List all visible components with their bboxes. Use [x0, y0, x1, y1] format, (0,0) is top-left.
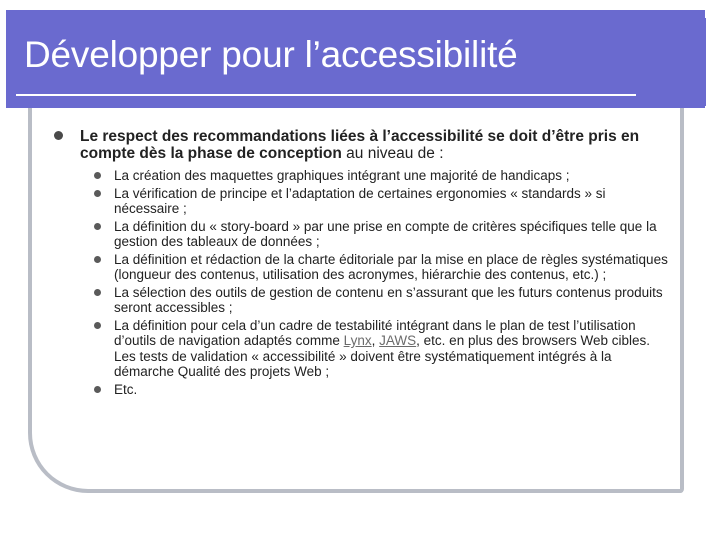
- lynx-link[interactable]: Lynx: [343, 333, 372, 348]
- test-text-before: La définition pour cela d’un cadre de testabilité intégrant dans le plan de test l’utilisation d’outils de navigation adaptés comme: [114, 317, 636, 348]
- sub-bullet-item: [94, 168, 674, 184]
- sub-bullet-text: La définition et rédaction de la charte éditoriale par la mise en place de règles systématiques (longueur des contenus, utilisation des acronymes, hiérarchie des contenus, etc.) ;: [114, 251, 668, 282]
- bullet-icon: [94, 223, 101, 230]
- slide-title: Développer pour l’accessibilité: [24, 34, 518, 75]
- test-text-after: , etc. en plus des browsers Web cibles. Les tests de validation « accessibilité » doivent être systématiquement intégrés à la démarche Qualité des projets Web ;: [114, 333, 651, 379]
- bullet-icon: [54, 131, 63, 140]
- sub-bullet-item: [94, 285, 674, 316]
- main-bullet-item: [54, 128, 674, 162]
- sub-bullet-item: [94, 252, 674, 283]
- sub-bullet-item: [94, 382, 674, 398]
- sub-bullet-item-testing: [94, 318, 674, 380]
- bullet-icon: [94, 256, 101, 263]
- sub-bullet-item: [94, 186, 674, 217]
- sub-bullet-item: [94, 219, 674, 250]
- sub-bullet-text: La vérification de principe et l’adaptation de certaines ergonomies « standards » si nécessaire ;: [114, 185, 606, 216]
- slide-content: [54, 128, 674, 399]
- sub-bullet-text: La définition du « story-board » par une prise en compte de critères spécifiques telle que la gestion des tableaux de données ;: [114, 218, 657, 249]
- sub-bullet-text: La création des maquettes graphiques intégrant une majorité de handicaps ;: [114, 168, 570, 183]
- sub-bullet-text: Etc.: [114, 381, 138, 397]
- jaws-link[interactable]: JAWS: [379, 333, 417, 348]
- title-underline: [16, 94, 636, 96]
- sub-bullet-list: [94, 168, 674, 397]
- main-bullet-bold: Le respect des recommandations liées à l’accessibilité se doit d’être pris en compte dès la phase de conception: [80, 128, 640, 162]
- bullet-icon: [94, 386, 101, 393]
- bullet-icon: [94, 289, 101, 296]
- bullet-icon: [94, 322, 101, 329]
- test-text-between: ,: [371, 333, 380, 348]
- title-bar-corner: [640, 18, 706, 106]
- main-bullet-rest: au niveau de :: [341, 145, 444, 162]
- bullet-icon: [94, 190, 101, 197]
- sub-bullet-text: La sélection des outils de gestion de contenu en s’assurant que les futurs contenus produits seront accessibles ;: [114, 284, 663, 315]
- bullet-icon: [94, 172, 101, 179]
